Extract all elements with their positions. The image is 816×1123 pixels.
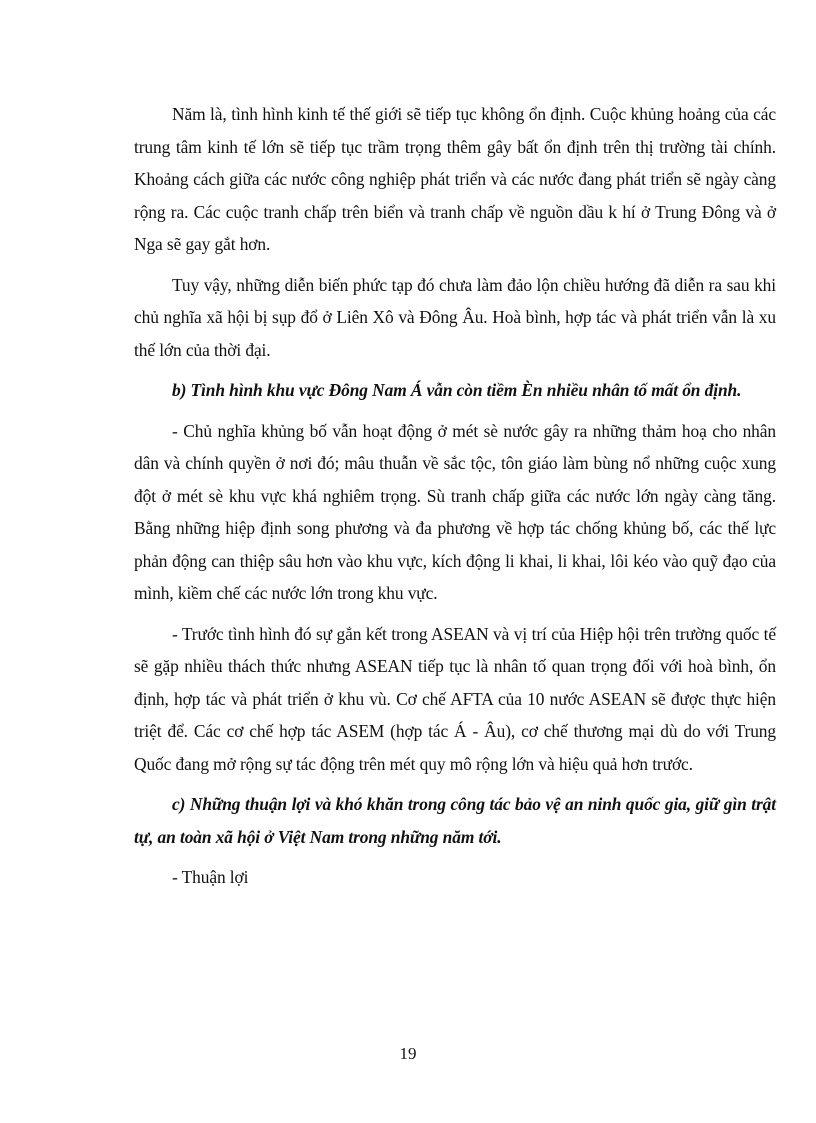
paragraph-world-economy: Năm là, tình hình kinh tế thế giới sẽ tiếp tục không ổn định. Cuộc khủng hoảng của các trung tâm kinh tế lớn sẽ tiếp tục trầm trọng thêm gây bất ổn định trên thị trường tài chính. Khoảng cách giữa các nước công nghiệp phát triển và các nước đang phát triển sẽ ngày càng rộng ra. Các cuộc tranh chấp trên biển và tranh chấp về nguồn dầu k hí ở Trung Đông và ở Nga sẽ gay gắt hơn. — [134, 104, 776, 254]
paragraph-asean: - Trước tình hình đó sự gắn kết trong ASEAN và vị trí của Hiệp hội trên trường quốc tế sẽ gặp nhiều thách thức nhưng ASEAN tiếp tục là nhân tố quan trọng đối với hoà bình, ổn định, hợp tác và phát triển ở khu vù. Cơ chế AFTA của 10 nước ASEAN sẽ được thực hiện triệt để. Các cơ chế hợp tác ASEM (hợp tác Á - Âu), cơ chế thương mại dù do với Trung Quốc đang mở rộng sự tác động trên mét quy mô rộng lớn và hiệu quả hơn trước. — [134, 623, 776, 774]
paragraph-peace-trend: Tuy vậy, những diễn biến phức tạp đó chưa làm đảo lộn chiều hướng đã diễn ra sau khi chủ nghĩa xã hội bị sụp đổ ở Liên Xô và Đông Âu. Hoà bình, hợp tác và phát triển vẫn là xu thế lớn của thời đại. — [134, 274, 776, 360]
section-heading-c: c) Những thuận lợi và khó khăn trong công tác bảo vệ an ninh quốc gia, giữ gìn trật tự, an toàn xã hội ở Việt Nam trong những năm tới. — [134, 794, 776, 847]
paragraph-terrorism: - Chủ nghĩa khủng bố vẫn hoạt động ở mét sè nước gây ra những thảm hoạ cho nhân dân và chính quyền ở nơi đó; mâu thuẫn về sắc tộc, tôn giáo làm bùng nổ những cuộc xung đột ở mét sè khu vực khá nghiêm trọng. Sù tranh chấp giữa các nước lớn ngày càng tăng. Bằng những hiệp định song phương và đa phương về hợp tác chống khủng bố, các thế lực phản động can thiệp sâu hơn vào khu vực, kích động li khai, li khai, lôi kéo vào quỹ đạo của mình, kiềm chế các nước lớn trong khu vực. — [134, 420, 776, 603]
paragraph-advantages: - Thuận lợi — [172, 867, 249, 887]
page-number: 19 — [399, 1044, 417, 1063]
body-text — [134, 98, 776, 902]
section-heading-b: b) Tình hình khu vực Đông Nam Á vẫn còn tiềm Èn nhiều nhân tố mất ổn định. — [172, 380, 742, 400]
